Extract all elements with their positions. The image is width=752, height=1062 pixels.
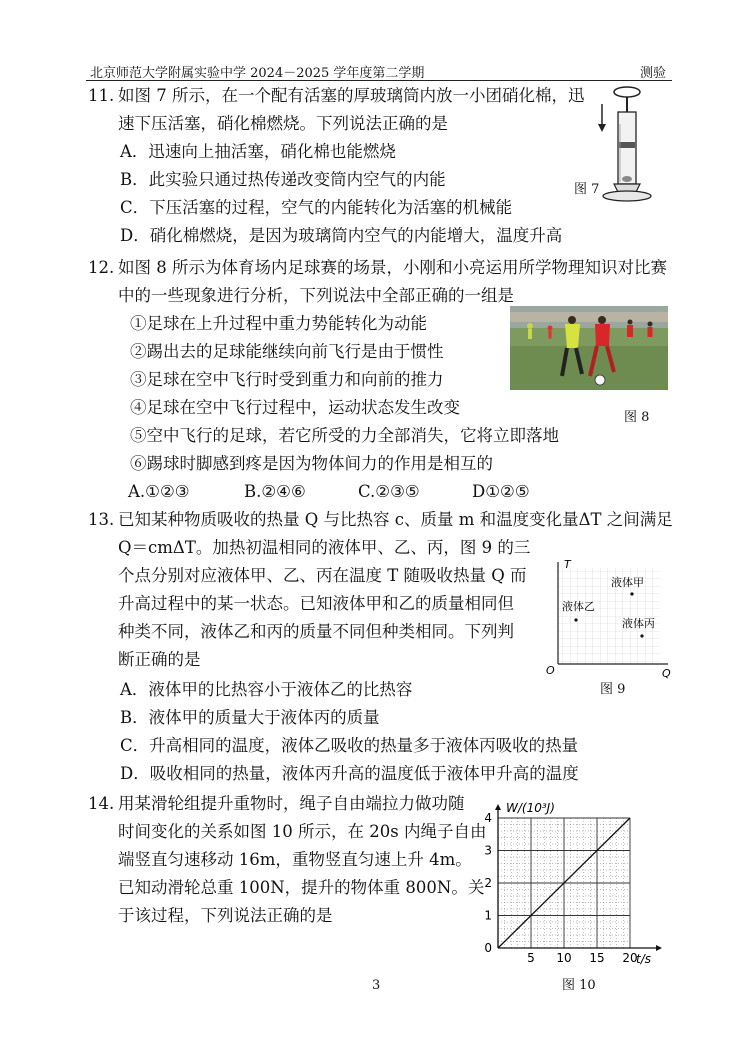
chart-axes bbox=[495, 804, 662, 951]
q11-option-c: C．下压活塞的过程，空气的内能转化为活塞的机械能 bbox=[120, 198, 513, 217]
q14-stem-line: 已知动滑轮总重 100N，提升的物体重 800N。关 bbox=[118, 878, 485, 897]
q12-stem-line: 如图 8 所示为体育场内足球赛的场景，小刚和小亮运用所学物理知识对比赛 bbox=[118, 258, 667, 277]
figure-9-caption: 图 9 bbox=[600, 682, 626, 697]
q12-statement: ④足球在空中飞行过程中，运动状态发生改变 bbox=[130, 398, 460, 417]
y-axis-arrow bbox=[495, 804, 501, 810]
q13-stem-line: 断正确的是 bbox=[118, 650, 201, 669]
page-number: 3 bbox=[372, 978, 381, 993]
y-tick-label: 3 bbox=[484, 843, 492, 858]
q12-option-c: C.②③⑤ bbox=[358, 482, 420, 501]
figure-9-point-yi bbox=[574, 618, 577, 621]
q13-stem-line: 个点分别对应液体甲、乙、丙在温度 T 随吸收热量 Q 而 bbox=[118, 566, 527, 585]
figure-9-label-bing: 液体丙 bbox=[622, 617, 655, 630]
x-tick-label: 20 bbox=[622, 951, 638, 965]
q13-stem-line: 种类不同，液体乙和丙的质量不同但种类相同。下列判 bbox=[118, 622, 514, 641]
q13-option-c: C．升高相同的温度，液体乙吸收的热量多于液体丙吸收的热量 bbox=[120, 736, 579, 755]
q12-number: 12. bbox=[88, 258, 115, 277]
x-tick-label: 15 bbox=[589, 951, 605, 965]
q12-statement: ⑥踢球时脚感到疼是因为物体间力的作用是相互的 bbox=[130, 454, 493, 473]
q13-option-a: A．液体甲的比热容小于液体乙的比热容 bbox=[120, 680, 413, 699]
q11-option-b: B．此实验只通过热传递改变筒内空气的内能 bbox=[120, 170, 446, 189]
figure-10-chart bbox=[476, 800, 672, 970]
figure-9-y-axis: T bbox=[564, 558, 571, 571]
chart-x-axis-label: t/s bbox=[636, 952, 651, 966]
x-tick-label: 5 bbox=[527, 951, 535, 965]
q12-statement: ⑤空中飞行的足球，若它所受的力全部消失，它将立即落地 bbox=[130, 426, 559, 445]
q13-option-d: D．吸收相同的热量，液体丙升高的温度低于液体甲升高的温度 bbox=[120, 764, 579, 783]
q12-statement: ③足球在空中飞行时受到重力和向前的推力 bbox=[130, 370, 444, 389]
q14-stem-line: 端竖直匀速移动 16m，重物竖直匀速上升 4m。 bbox=[118, 850, 472, 869]
q13-stem-line: 升高过程中的某一状态。已知液体甲和乙的质量相同但 bbox=[118, 594, 514, 613]
q11-number: 11. bbox=[88, 86, 115, 105]
q11-stem-line: 如图 7 所示，在一个配有活塞的厚玻璃筒内放一小团硝化棉，迅 bbox=[118, 86, 585, 105]
q11-option-a: A．迅速向上抽活塞，硝化棉也能燃烧 bbox=[120, 142, 396, 161]
q11-stem-line: 速下压活塞，硝化棉燃烧。下列说法正确的是 bbox=[118, 114, 448, 133]
q14-number: 14. bbox=[88, 794, 115, 813]
q13-stem-line: 已知某种物质吸收的热量 Q 与比热容 c、质量 m 和温度变化量ΔT 之间满足 bbox=[118, 510, 673, 529]
y-tick-label: 2 bbox=[484, 876, 492, 890]
chart-y-axis-label: W/(10³J) bbox=[506, 801, 555, 815]
figure-8-caption: 图 8 bbox=[624, 410, 650, 425]
q13-option-b: B．液体甲的质量大于液体丙的质量 bbox=[120, 708, 380, 727]
x-tick-label: 10 bbox=[556, 951, 572, 965]
header-exam: 测验 bbox=[640, 66, 667, 81]
q12-statement: ①足球在上升过程中重力势能转化为动能 bbox=[130, 314, 427, 333]
y-tick-label: 0 bbox=[484, 941, 492, 955]
figure-9-label-yi: 液体乙 bbox=[562, 600, 595, 613]
q13-number: 13. bbox=[88, 510, 115, 529]
figure-9-point-bing bbox=[640, 634, 643, 637]
q12-option-b: B.②④⑥ bbox=[244, 482, 306, 501]
q14-stem-line: 于该过程，下列说法正确的是 bbox=[118, 906, 333, 925]
figure-10-caption: 图 10 bbox=[562, 978, 596, 993]
q12-option-d: D①②⑤ bbox=[472, 482, 530, 501]
y-tick-label: 1 bbox=[484, 908, 492, 923]
figure-9-label-jia: 液体甲 bbox=[611, 576, 644, 589]
header-rule bbox=[86, 80, 672, 81]
y-tick-label: 4 bbox=[484, 811, 492, 825]
chart-ticks bbox=[484, 811, 637, 965]
figure-9-diagram bbox=[540, 556, 680, 680]
x-axis-arrow bbox=[656, 945, 662, 951]
header-school: 北京师范大学附属实验中学 2024－2025 学年度第二学期 bbox=[90, 66, 425, 81]
figure-7-cylinder bbox=[596, 84, 658, 206]
q11-option-d: D．硝化棉燃烧，是因为玻璃筒内空气的内能增大，温度升高 bbox=[120, 226, 563, 245]
q14-stem-line: 用某滑轮组提升重物时，绳子自由端拉力做功随 bbox=[118, 794, 465, 813]
figure-9-point-jia bbox=[630, 592, 633, 595]
figure-9-x-axis: Q bbox=[662, 667, 671, 680]
figure-7-caption: 图 7 bbox=[574, 182, 600, 197]
q12-statement: ②踢出去的足球能继续向前飞行是由于惯性 bbox=[130, 342, 444, 361]
q12-stem-line: 中的一些现象进行分析，下列说法中全部正确的一组是 bbox=[118, 286, 514, 305]
figure-9-origin: O bbox=[546, 664, 555, 677]
figure-8-photo bbox=[510, 306, 668, 390]
q12-option-a: A.①②③ bbox=[128, 482, 190, 501]
q13-stem-line: Q＝cmΔT。加热初温相同的液体甲、乙、丙，图 9 的三 bbox=[118, 538, 531, 557]
q14-stem-line: 时间变化的关系如图 10 所示，在 20s 内绳子自由 bbox=[118, 822, 487, 841]
